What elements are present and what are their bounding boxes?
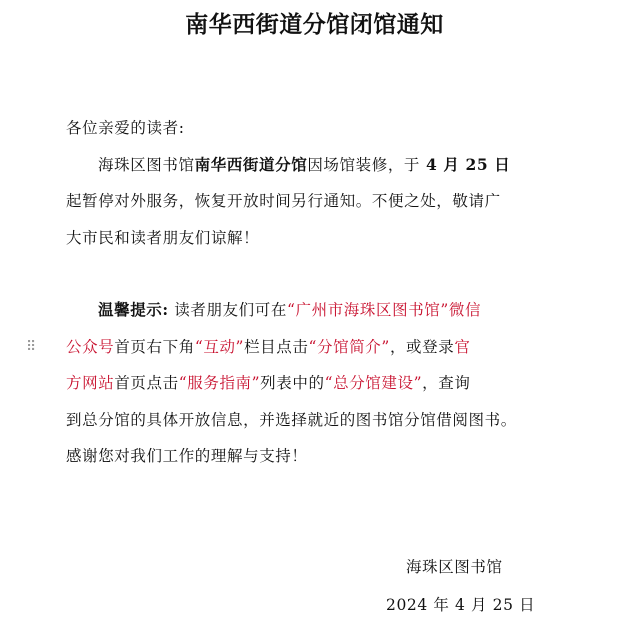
notice-paragraph-line-1: [66, 147, 586, 184]
notice-reason: 因场馆装修，于: [307, 155, 421, 174]
notice-paragraph-line-3: 大市民和读者朋友们谅解！: [66, 228, 260, 247]
notice-body: [66, 110, 586, 256]
tip-line-4: 到总分馆的具体开放信息，并选择就近的图书馆分馆借阅图书。: [66, 410, 517, 429]
tip-section: [66, 292, 586, 475]
tip-line-3: 方网站首页点击“服务指南”列表中的“总分馆建设”，查询: [66, 374, 471, 392]
tip-label: 温馨提示:: [98, 300, 169, 319]
tip-line-5: 感谢您对我们工作的理解与支持！: [66, 447, 308, 465]
official-website-cont: 方网站: [66, 374, 115, 392]
wechat-account-name-cont: 公众号: [66, 337, 115, 356]
signature-org: 海珠区图书馆: [406, 558, 503, 576]
service-guide-link: “服务指南”: [178, 374, 261, 392]
branch-intro-link: “分馆简介”: [308, 337, 390, 356]
tip-line-1: 温馨提示: 读者朋友们可在“广州市海珠区图书馆”微信: [98, 300, 482, 319]
branch-name: 南华西街道分馆: [194, 154, 308, 174]
greeting: 各位亲爱的读者:: [66, 119, 185, 137]
tip-line-2: 公众号首页右下角“互动”栏目点击“分馆简介”，或登录官: [66, 337, 471, 356]
wechat-account-name: “广州市海珠区图书馆”微信: [286, 301, 482, 319]
notice-title: 南华西街道分馆闭馆通知: [185, 12, 444, 38]
drag-handle-icon[interactable]: ⠿: [26, 339, 37, 355]
branch-construction-link: “总分馆建设”: [324, 374, 423, 392]
closing-date: 4 月 25 日: [420, 154, 511, 174]
signature-date: 2024 年 4 月 25 日: [386, 596, 536, 614]
notice-paragraph-line-2: 起暂停对外服务，恢复开放时间另行通知。不便之处，敬请广: [66, 192, 501, 210]
library-name: 海珠区图书馆: [98, 155, 195, 174]
official-website: 官: [454, 337, 471, 356]
interaction-column: “互动”: [194, 337, 245, 356]
